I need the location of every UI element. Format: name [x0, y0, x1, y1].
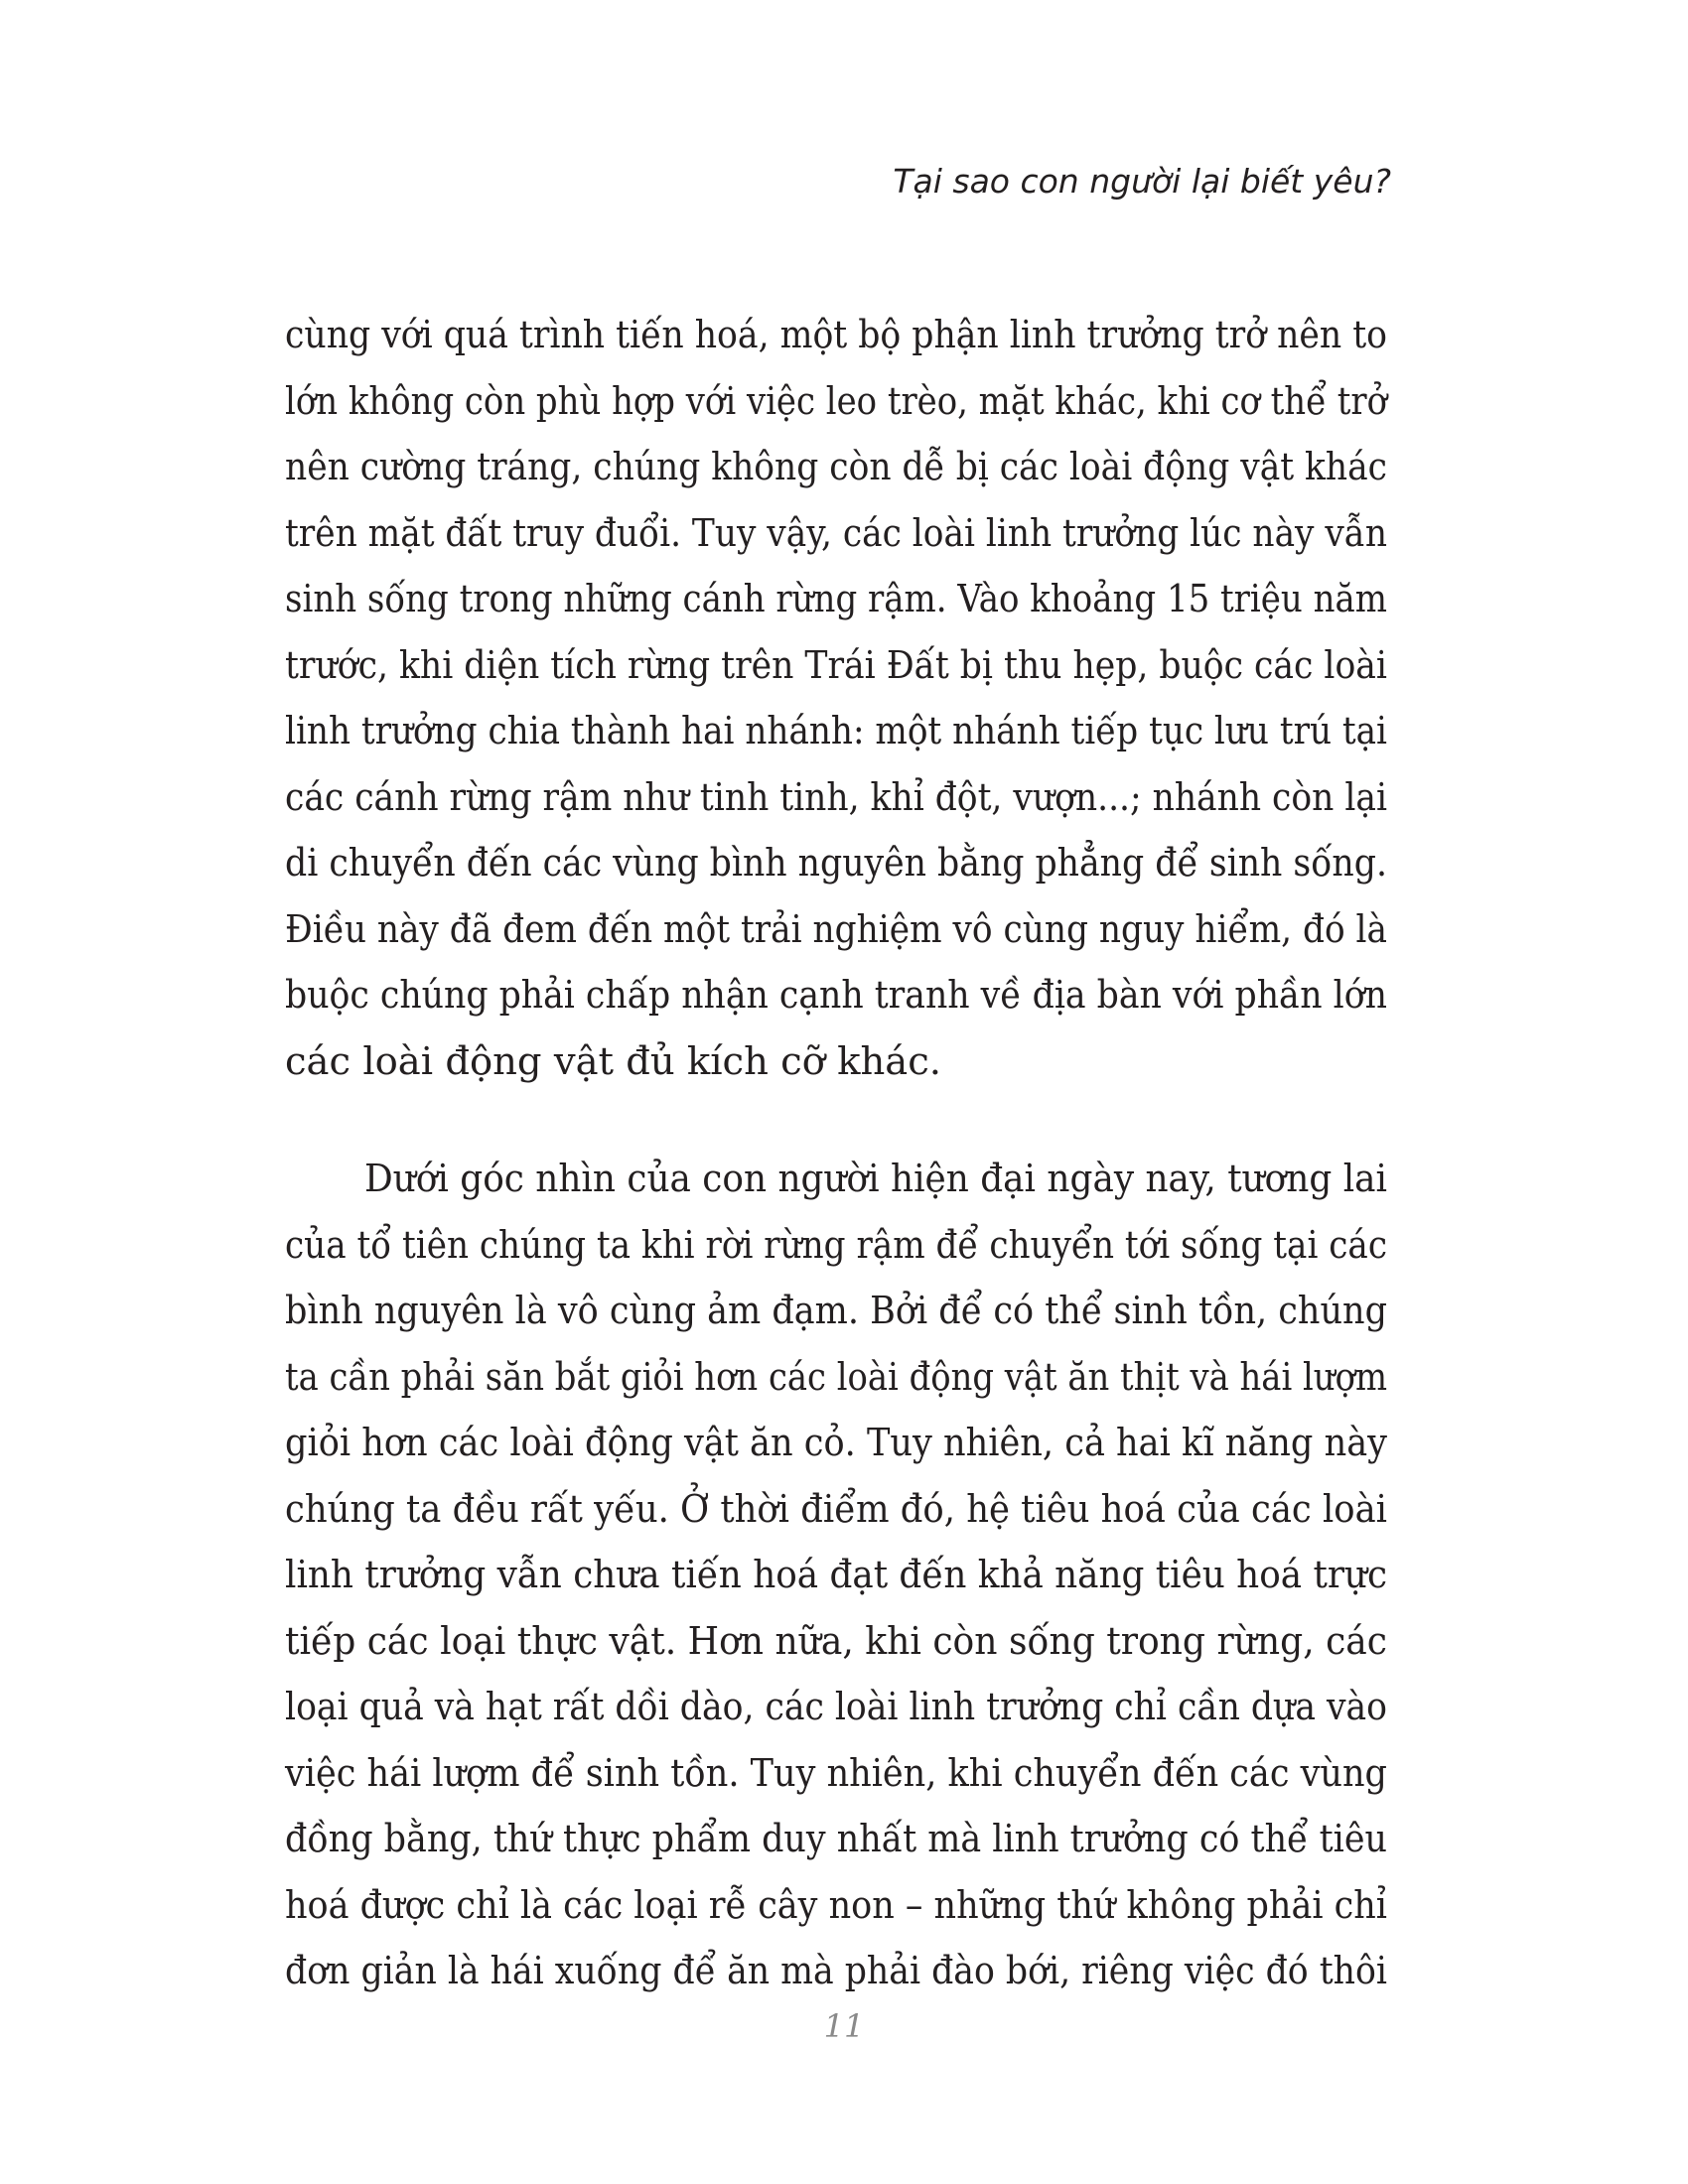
page-number: 11	[823, 2007, 865, 2045]
text-line: chúng ta đều rất yếu. Ở thời điểm đó, hệ tiêu hoá của các loài	[285, 1486, 1387, 1532]
text-line: nên cường tráng, chúng không còn dễ bị các loài động vật khác	[285, 445, 1387, 489]
text-line: lớn không còn phù hợp với việc leo trèo, mặt khác, khi cơ thể trở	[285, 378, 1387, 424]
text-line: giỏi hơn các loài động vật ăn cỏ. Tuy nhiên, cả hai kĩ năng này	[285, 1421, 1387, 1465]
text-line: linh trưởng vẫn chưa tiến hoá đạt đến khả năng tiêu hoá trực	[285, 1553, 1387, 1597]
text-line: loại quả và hạt rất dồi dào, các loài linh trưởng chỉ cần dựa vào	[285, 1685, 1387, 1729]
text-line: đồng bằng, thứ thực phẩm duy nhất mà linh trưởng có thể tiêu	[285, 1817, 1387, 1861]
text-line: cùng với quá trình tiến hoá, một bộ phận linh trưởng trở nên to	[285, 313, 1387, 357]
text-line: trên mặt đất truy đuổi. Tuy vậy, các loài linh trưởng lúc này vẫn	[285, 510, 1387, 556]
text-line: linh trưởng chia thành hai nhánh: một nhánh tiếp tục lưu trú tại	[285, 709, 1387, 753]
text-line: các cánh rừng rậm như tinh tinh, khỉ đột, vượn...; nhánh còn lại	[285, 774, 1387, 820]
text-line: sinh sống trong những cánh rừng rậm. Vào khoảng 15 triệu năm	[285, 577, 1387, 621]
text-line: đơn giản là hái xuống để ăn mà phải đào bới, riêng việc đó thôi	[285, 1949, 1387, 1993]
text-line: Điều này đã đem đến một trải nghiệm vô cùng nguy hiểm, đó là	[285, 906, 1387, 952]
running-header-title: Tại sao con người lại biết yêu?	[893, 162, 1391, 201]
body-text	[285, 303, 1387, 2005]
paragraph-gap	[285, 1095, 1387, 1147]
text-line: của tổ tiên chúng ta khi rời rừng rậm để chuyển tới sống tại các	[285, 1222, 1387, 1268]
text-line: hoá được chỉ là các loại rễ cây non – những thứ không phải chỉ	[285, 1882, 1387, 1928]
text-line: tiếp các loại thực vật. Hơn nữa, khi còn sống trong rừng, các	[285, 1618, 1387, 1664]
text-line: di chuyển đến các vùng bình nguyên bằng phẳng để sinh sống.	[285, 841, 1387, 886]
text-line: buộc chúng phải chấp nhận cạnh tranh về địa bàn với phần lớn	[285, 973, 1387, 1018]
paragraph-1	[285, 303, 1387, 1095]
text-line: ta cần phải săn bắt giỏi hơn các loài động vật ăn thịt và hái lượm	[285, 1354, 1387, 1400]
text-line: bình nguyên là vô cùng ảm đạm. Bởi để có thể sinh tồn, chúng	[285, 1289, 1387, 1333]
text-line: việc hái lượm để sinh tồn. Tuy nhiên, khi chuyển đến các vùng	[285, 1750, 1387, 1796]
paragraph-2	[285, 1147, 1387, 2005]
text-line: trước, khi diện tích rừng trên Trái Đất bị thu hẹp, buộc các loài	[285, 642, 1387, 688]
text-line: Dưới góc nhìn của con người hiện đại ngày nay, tương lai	[364, 1157, 1387, 1201]
text-line: các loài động vật đủ kích cỡ khác.	[285, 1038, 942, 1084]
